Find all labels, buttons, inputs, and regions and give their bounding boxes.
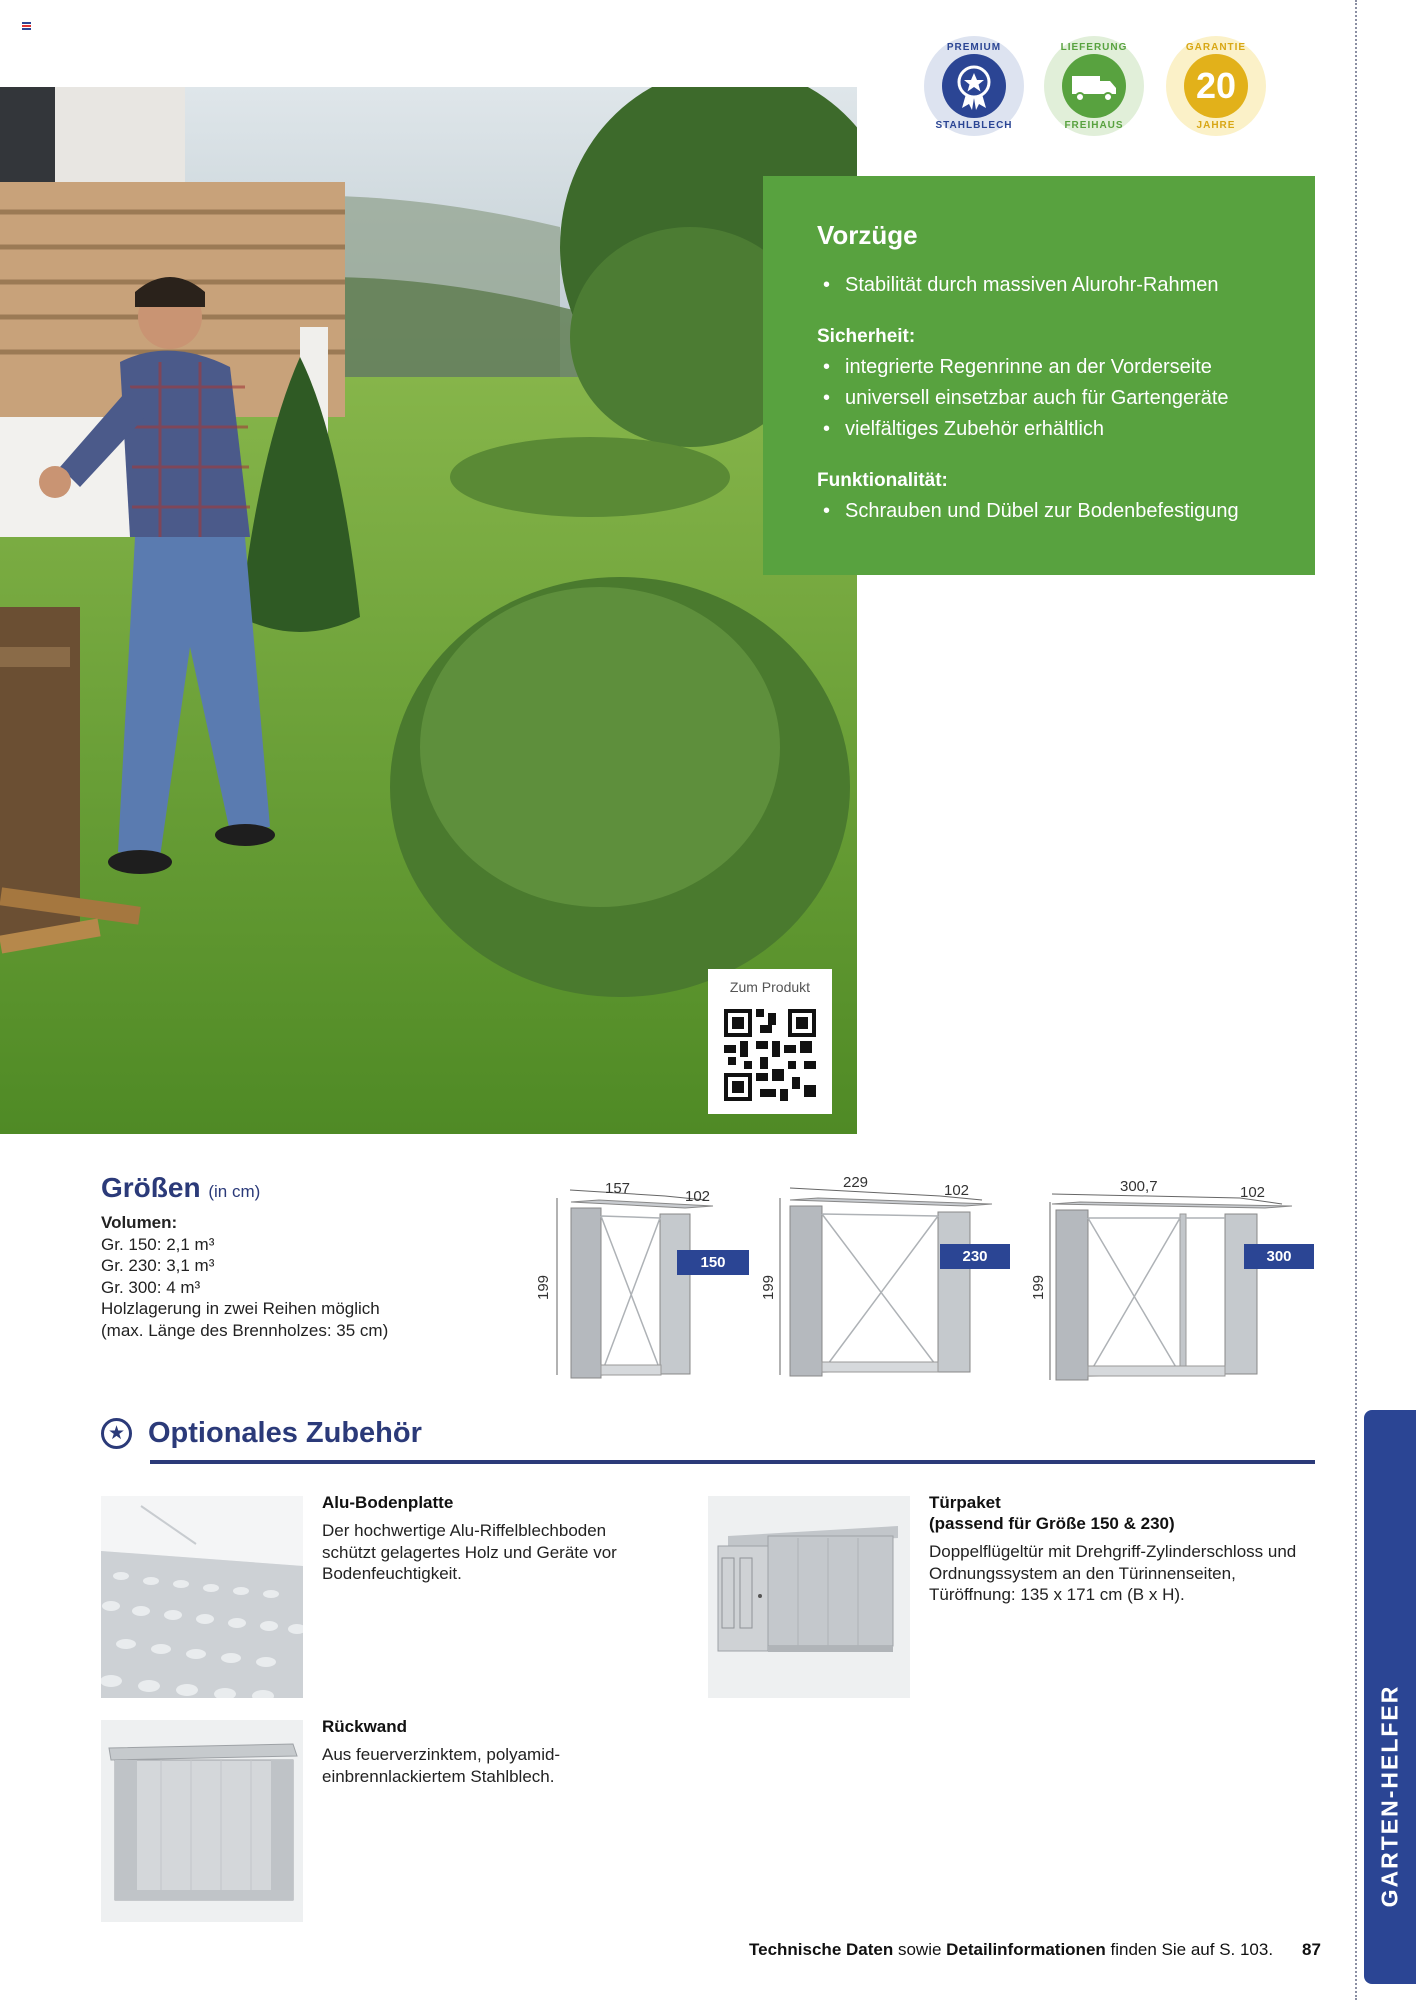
function-item: • Schrauben und Dübel zur Bodenbefestigung: [823, 500, 1239, 523]
tuerpaket-image: [708, 1496, 910, 1698]
garantie-badge: GARANTIE 20 JAHRE: [1166, 36, 1266, 136]
dimension-depth: 102: [685, 1188, 711, 1205]
footer-note: Technische Daten sowie Detailinformationen finden Sie auf S. 103.: [749, 1940, 1274, 1959]
sizes-title: Größen (in cm): [101, 1172, 261, 1203]
accessory-title: Rückwand: [322, 1717, 408, 1736]
ribbon-star-icon: [942, 54, 1006, 118]
garantie-years: 20: [1184, 54, 1248, 118]
accessory-title: Alu-Bodenplatte: [322, 1493, 454, 1512]
dimension-depth: 102: [944, 1182, 970, 1199]
dimension-width: 157: [605, 1180, 631, 1197]
size-tag: 300: [1244, 1244, 1314, 1269]
rueckwand-image: [101, 1720, 303, 1922]
qr-code-box[interactable]: [708, 969, 832, 1114]
security-label: Sicherheit:: [817, 326, 916, 347]
security-item: • vielfältiges Zubehör erhältlich: [823, 418, 1104, 441]
dimension-width: 300,7: [1120, 1178, 1158, 1195]
accessory-text: Doppelflügeltür mit Drehgriff-Zylinderschloss und Ordnungssystem an den Türinnenseiten, Türöffnung: 135 x 171 cm (B x H).: [929, 1542, 1297, 1604]
size-tag: 230: [940, 1244, 1010, 1269]
accessory-text: Aus feuerverzinktem, polyamid-einbrennlackiertem Stahlblech.: [322, 1745, 561, 1786]
flag-icon: [22, 22, 31, 29]
alu-bodenplatte-image: [101, 1496, 303, 1698]
dimension-height: 199: [1030, 1274, 1047, 1300]
section-side-tab[interactable]: [1364, 1410, 1416, 1984]
advantages-box: [763, 176, 1315, 575]
function-label: Funktionalität:: [817, 470, 948, 491]
size-diagram-150: [535, 1170, 755, 1390]
security-item: • integrierte Regenrinne an der Vorderseite: [823, 356, 1212, 379]
accessories-title: Optionales Zubehör: [148, 1417, 422, 1449]
size-diagram-300: [1030, 1170, 1320, 1390]
sizes-text: Volumen: Gr. 150: 2,1 m³ Gr. 230: 3,1 m³ Gr. 300: 4 m³ Holzlagerung in zwei Reihen möglich (max. Länge des Brennholzes: 35 cm): [101, 1213, 389, 1340]
dotted-divider: [1355, 0, 1357, 2000]
accessory-title: Türpaket: [929, 1493, 1001, 1512]
accessory-text: Der hochwertige Alu-Riffelblechboden schützt gelagertes Holz und Geräte vor Bodenfeuchtigkeit.: [322, 1521, 617, 1583]
security-item: • universell einsetzbar auch für Gartengeräte: [823, 387, 1229, 410]
premium-stahlblech-badge: PREMIUM STAHLBLECH: [924, 36, 1024, 136]
dimension-height: 199: [535, 1274, 552, 1300]
dimension-height: 199: [760, 1274, 777, 1300]
accessory-subtitle: (passend für Größe 150 & 230): [929, 1514, 1175, 1533]
dimension-width: 229: [843, 1174, 869, 1191]
side-tab-label: GARTEN-HELFER: [1376, 1684, 1403, 1908]
accessories-rule: [150, 1460, 1315, 1464]
advantage-item: • Stabilität durch massiven Alurohr-Rahmen: [823, 274, 1219, 297]
advantages-title: Vorzüge: [817, 220, 918, 250]
dimension-depth: 102: [1240, 1184, 1266, 1201]
size-tag: 150: [677, 1250, 749, 1275]
size-diagram-230: [760, 1170, 1020, 1390]
qr-code-icon: [724, 1009, 816, 1101]
page-number: 87: [1302, 1940, 1321, 1959]
lieferung-freihaus-badge: LIEFERUNG FREIHAUS: [1044, 36, 1144, 136]
star-circle-icon: ★: [101, 1418, 132, 1449]
qr-label: Zum Produkt: [729, 979, 811, 995]
truck-icon: [1062, 54, 1126, 118]
